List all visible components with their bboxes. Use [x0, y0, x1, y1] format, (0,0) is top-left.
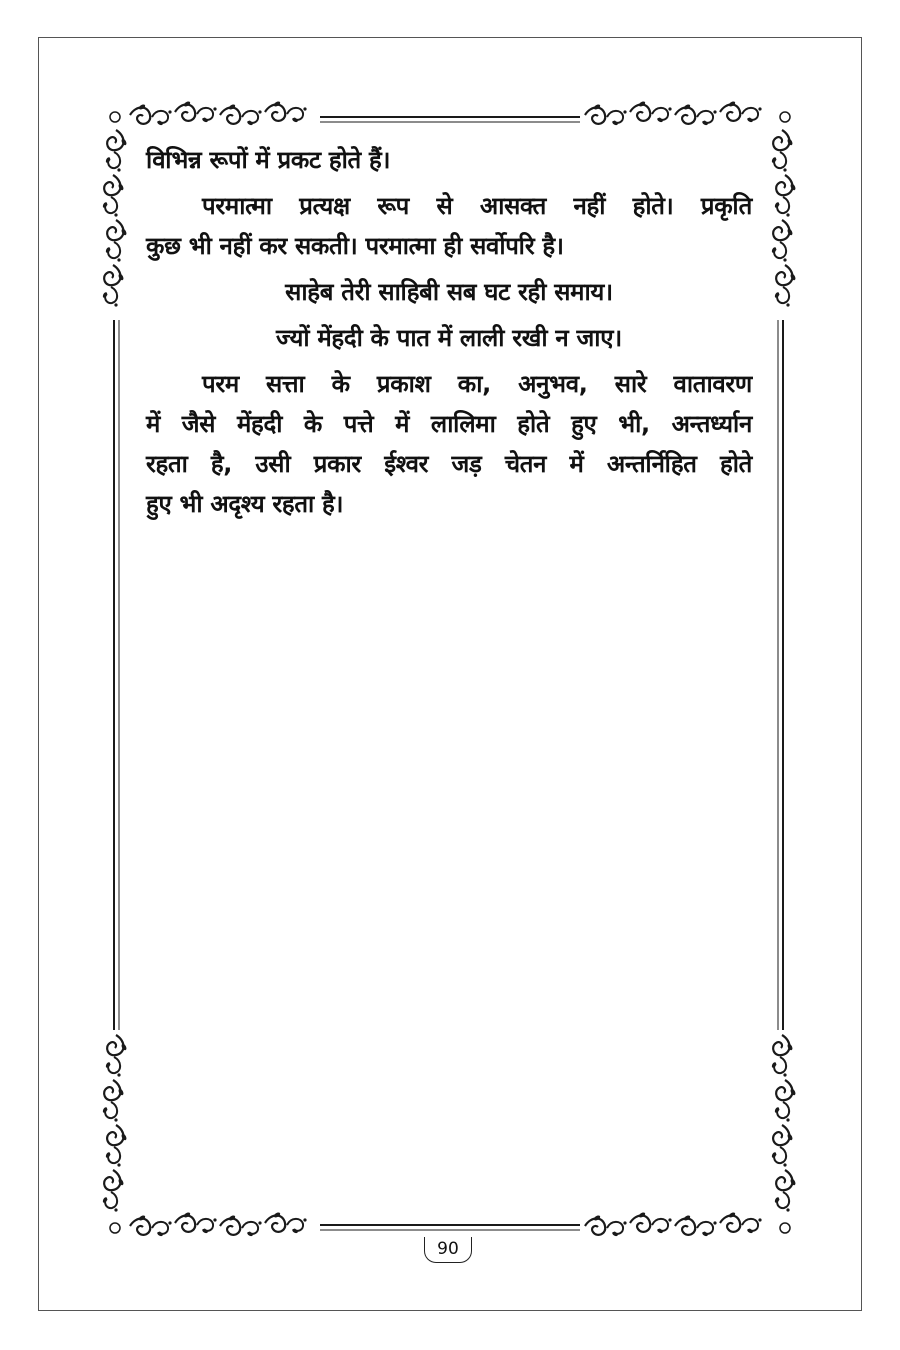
text-line-4: परम सत्ता के प्रकाश का, अनुभव, सारे वातावरण — [202, 370, 752, 398]
text-line-6: रहता है, उसी प्रकार ईश्वर जड़ चेतन में अन्तर्निहित होते — [146, 450, 752, 478]
verse-line-2: ज्यों मेंहदी के पात में लाली रखी न जाए। — [276, 324, 622, 352]
page-number: 90 — [424, 1237, 472, 1263]
page-text — [146, 140, 752, 524]
text-line-1: विभिन्न रूपों में प्रकट होते हैं। — [146, 146, 391, 174]
text-line-7: हुए भी अदृश्य रहता है। — [146, 490, 344, 518]
text-line-2: परमात्मा प्रत्यक्ष रूप से आसक्त नहीं होते। प्रकृति — [202, 192, 752, 220]
text-line-3: कुछ भी नहीं कर सकती। परमात्मा ही सर्वोपरि है। — [146, 232, 564, 260]
text-line-5: में जैसे मेंहदी के पत्ते में लालिमा होते हुए भी, अन्तर्ध्यान — [146, 410, 752, 438]
verse-line-1: साहेब तेरी साहिबी सब घट रही समाय। — [285, 278, 613, 306]
